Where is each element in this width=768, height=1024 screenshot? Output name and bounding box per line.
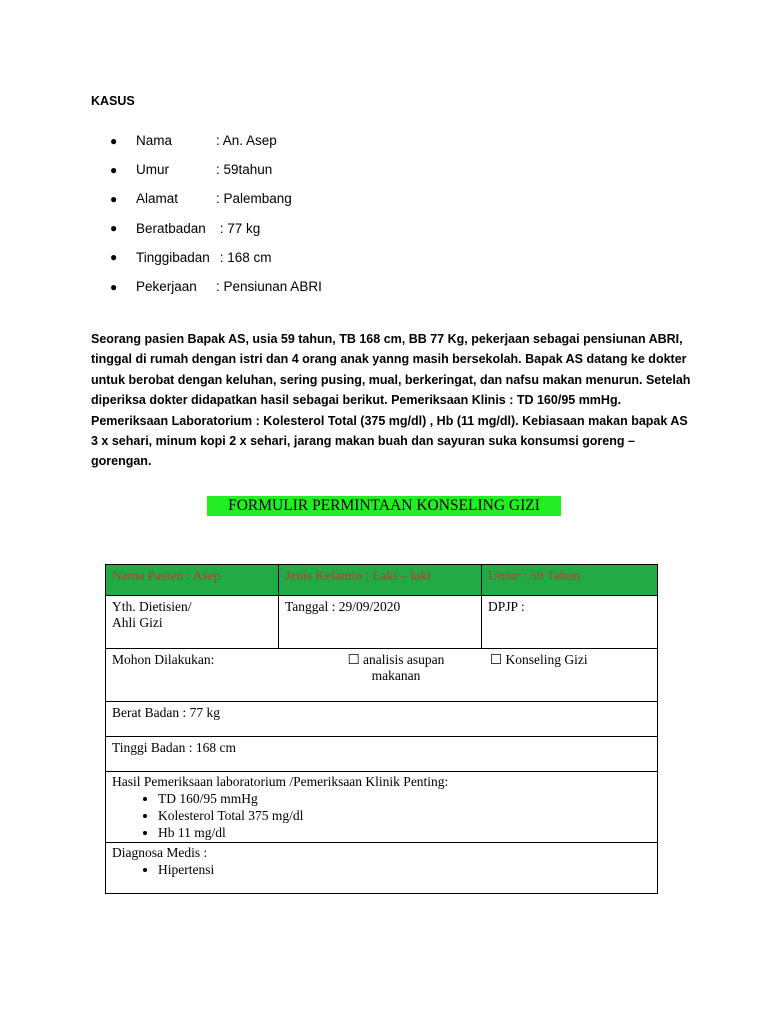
- consultation-form-table: [105, 564, 658, 894]
- recipient-line2: Ahli Gizi: [112, 615, 163, 630]
- height-cell: Tinggi Badan : 168 cm: [106, 737, 658, 772]
- recipient-line1: Yth. Dietisien/: [112, 599, 192, 614]
- recipient-cell: [106, 596, 279, 649]
- form-row-recipient: [106, 596, 658, 649]
- lab-list: [112, 790, 651, 841]
- info-item-pekerjaan: [110, 272, 322, 301]
- patient-name-cell: Nama Pasien : Asep: [106, 565, 279, 596]
- form-row-diagnosis: [106, 843, 658, 894]
- info-label: Pekerjaan: [136, 279, 197, 295]
- request-cell: [106, 649, 658, 702]
- info-label: Nama: [136, 133, 173, 149]
- form-row-lab: [106, 772, 658, 843]
- info-label: Tinggibadan: [136, 249, 210, 265]
- info-item-alamat: [110, 184, 322, 213]
- info-item-tinggibadan: [110, 243, 322, 272]
- form-title: FORMULIR PERMINTAAN KONSELING GIZI: [207, 496, 561, 516]
- case-title: KASUS: [91, 94, 135, 108]
- option-analisis-line1: ☐ analisis asupan: [347, 652, 445, 667]
- date-cell: Tanggal : 29/09/2020: [279, 596, 482, 649]
- bullet-icon: ●: [110, 250, 118, 265]
- lab-item: • Hb 11 mg/dl: [158, 824, 651, 841]
- info-value: : 168 cm: [216, 249, 272, 265]
- age-cell: Umur : 59 Tahun: [482, 565, 658, 596]
- patient-info-list: [110, 126, 322, 301]
- form-header-row: [106, 565, 658, 596]
- dpjp-cell: DPJP :: [482, 596, 658, 649]
- lab-title: Hasil Pemeriksaan laboratorium /Pemeriksaan Klinik Penting:: [112, 774, 449, 789]
- info-label: Beratbadan: [136, 220, 206, 236]
- option-konseling-checkbox[interactable]: ☐ Konseling Gizi: [490, 652, 588, 667]
- info-item-nama: [110, 126, 322, 155]
- bullet-icon: ●: [110, 279, 118, 294]
- bullet-icon: ●: [110, 162, 118, 177]
- info-item-umur: [110, 155, 322, 184]
- info-value: : An. Asep: [216, 133, 277, 149]
- case-paragraph: Seorang pasien Bapak AS, usia 59 tahun, TB 168 cm, BB 77 Kg, pekerjaan sebagai pensiunan ABRI, tinggal di rumah dengan istri dan 4 orang anak yanng masih bersekolah. Bapak AS datang ke dokter untuk berobat dengan keluhan, sering pusing, mual, berkeringat, dan nafsu makan menurun. Setelah diperiksa dokter didapatkan hasil sebagai berikut. Pemeriksaan Klinis : TD 160/95 mmHg. Pemeriksaan Laboratorium : Kolesterol Total (375 mg/dl) , Hb (11 mg/dl). Kebiasaan makan bapak AS 3 x sehari, minum kopi 2 x sehari, jarang makan buah dan sayuran suka konsumsi goreng – gorengan.: [91, 332, 691, 469]
- info-value: : Pensiunan ABRI: [216, 279, 322, 295]
- info-value: : 77 kg: [216, 220, 261, 236]
- diagnosis-cell: [106, 843, 658, 894]
- info-item-beratbadan: [110, 214, 322, 243]
- request-label: Mohon Dilakukan:: [112, 652, 215, 667]
- option-analisis-line2: makanan: [371, 668, 421, 683]
- info-value: : 59tahun: [216, 162, 273, 178]
- form-row-weight: [106, 702, 658, 737]
- diagnosis-title: Diagnosa Medis :: [112, 845, 208, 860]
- gender-cell: Jenis Kelamin : Laki – laki: [279, 565, 482, 596]
- bullet-icon: ●: [110, 191, 118, 206]
- diagnosis-item: • Hipertensi: [158, 861, 651, 878]
- form-row-request: [106, 649, 658, 702]
- option-analisis-checkbox[interactable]: [302, 652, 490, 684]
- lab-cell: [106, 772, 658, 843]
- info-label: Umur: [136, 162, 169, 178]
- lab-item: • TD 160/95 mmHg: [158, 790, 651, 807]
- info-value: : Palembang: [216, 191, 292, 207]
- diagnosis-list: [112, 861, 651, 878]
- bullet-icon: ●: [110, 221, 118, 236]
- bullet-icon: ●: [110, 133, 118, 148]
- info-label: Alamat: [136, 191, 179, 207]
- lab-item: • Kolesterol Total 375 mg/dl: [158, 807, 651, 824]
- weight-cell: Berat Badan : 77 kg: [106, 702, 658, 737]
- form-row-height: [106, 737, 658, 772]
